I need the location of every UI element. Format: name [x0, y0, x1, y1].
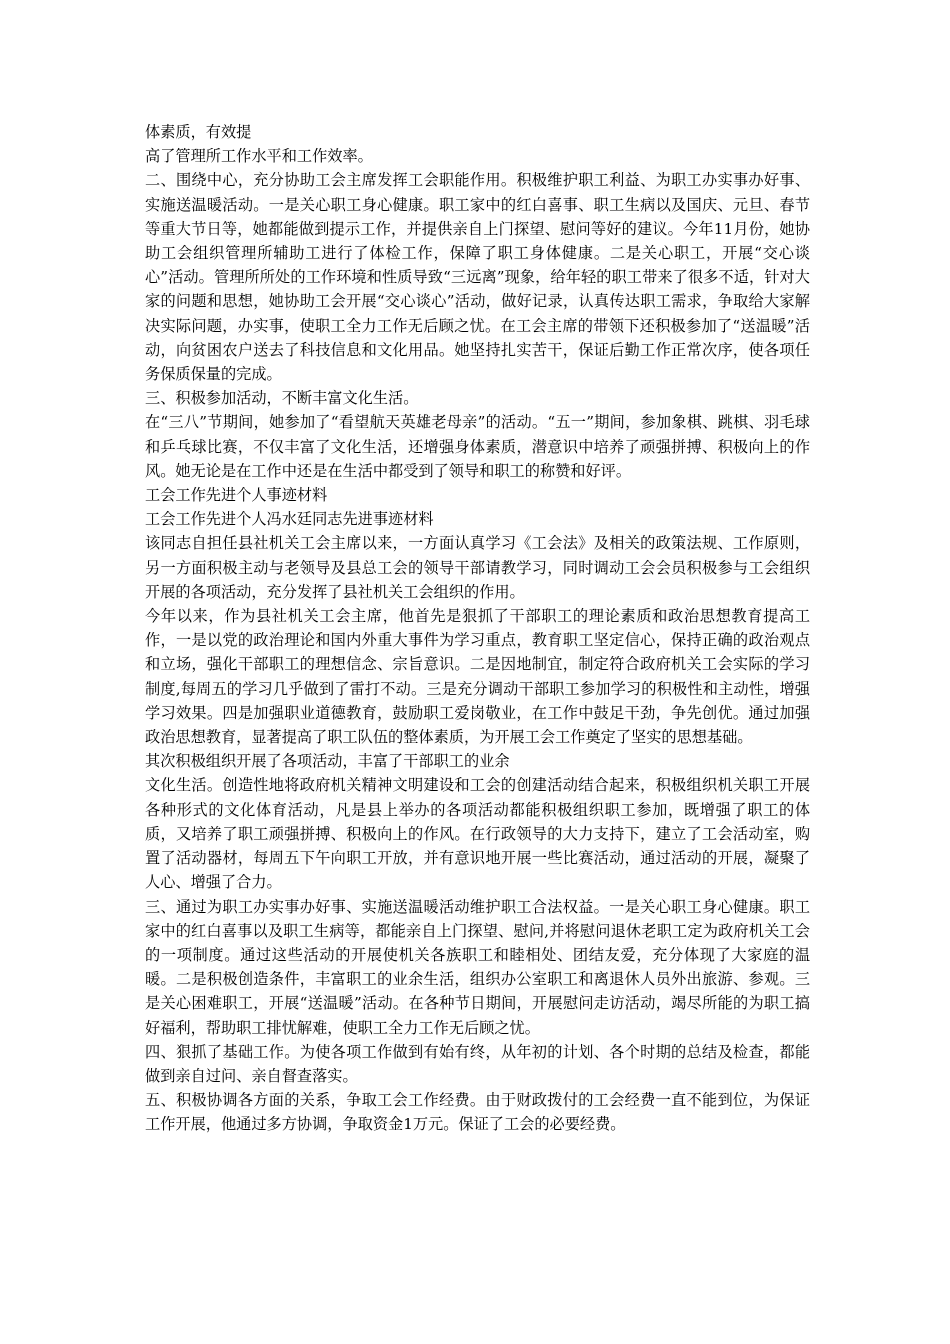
document-body — [145, 120, 810, 1137]
paragraph: 高了管理所工作水平和工作效率。 — [145, 147, 373, 166]
paragraph: 今年以来，作为县社机关工会主席，他首先是狠抓了干部职工的理论素质和政治思想教育提高工作，一是以党的政治理论和国内外重大事件为学习重点，教育职工坚定信心，保持正确的政治观点和立场，强化干部职工的理想信念、宗旨意识。二是因地制宜，制定符合政府机关工会实际的学习制度,每周五的学习几乎做到了雷打不动。三是充分调动干部职工参加学习的积极性和主动性，增强学习效果。四是加强职业道德教育，鼓励职工爱岗敬业，在工作中鼓足干劲，争先创优。通过加强政治思想教育，显著提高了职工队伍的整体素质，为开展工会工作奠定了坚实的思想基础。 — [145, 607, 810, 747]
document-subtitle: 工会工作先进个人冯水廷同志先进事迹材料 — [145, 510, 434, 529]
paragraph: 四、狠抓了基础工作。为使各项工作做到有始有终，从年初的计划、各个时期的总结及检查，都能做到亲自过问、亲自督查落实。 — [145, 1042, 810, 1085]
paragraph: 二、围绕中心，充分协助工会主席发挥工会职能作用。积极维护职工利益、为职工办实事办好事、实施送温暖活动。一是关心职工身心健康。职工家中的红白喜事、职工生病以及国庆、元旦、春节等重大节日等，她都能做到提示工作，并提供亲自上门探望、慰问等好的建议。今年11月份，她协助工会组织管理所辅助工进行了体检工作，保障了职工身体健康。二是关心职工，开展“交心谈心”活动。管理所所处的工作环境和性质导致“三远离”现象，给年轻的职工带来了很多不适，针对大家的问题和思想，她协助工会开展“交心谈心”活动，做好记录，认真传达职工需求，争取给大家解决实际问题，办实事，使职工全力工作无后顾之忧。在工会主席的带领下还积极参加了“送温暖”活动，向贫困农户送去了科技信息和文化用品。她坚持扎实苦干，保证后勤工作正常次序，使各项任务保质保量的完成。 — [145, 171, 810, 384]
paragraph: 五、积极协调各方面的关系，争取工会工作经费。由于财政拨付的工会经费一直不能到位，为保证工作开展，他通过多方协调，争取资金1万元。保证了工会的必要经费。 — [145, 1091, 810, 1134]
paragraph: 文化生活。创造性地将政府机关精神文明建设和工会的创建活动结合起来，积极组织机关职工开展各种形式的文化体育活动，凡是县上举办的各项活动都能积极组织职工参加，既增强了职工的体质，又培养了职工顽强拼搏、积极向上的作风。在行政领导的大力支持下，建立了工会活动室，购置了活动器材，每周五下午向职工开放，并有意识地开展一些比赛活动，通过活动的开展，凝聚了人心、增强了合力。 — [145, 776, 810, 892]
paragraph: 该同志自担任县社机关工会主席以来，一方面认真学习《工会法》及相关的政策法规、工作原则，另一方面积极主动与老领导及县总工会的领导干部请教学习，同时调动工会会员积极参与工会组织开展的各项活动，充分发挥了县社机关工会组织的作用。 — [145, 534, 810, 601]
paragraph: 在“三八”节期间，她参加了“看望航天英雄老母亲”的活动。“五一”期间，参加象棋、跳棋、羽毛球和乒乓球比赛，不仅丰富了文化生活，还增强身体素质，潜意识中培养了顽强拼搏、积极向上的作风。她无论是在工作中还是在生活中都受到了领导和职工的称赞和好评。 — [145, 413, 810, 480]
section-heading: 三、积极参加活动，不断丰富文化生活。 — [145, 389, 419, 408]
paragraph: 体素质，有效提 — [145, 123, 252, 141]
paragraph: 其次积极组织开展了各项活动，丰富了干部职工的业余 — [145, 752, 510, 771]
paragraph: 三、通过为职工办实事办好事、实施送温暖活动维护职工合法权益。一是关心职工身心健康。职工家中的红白喜事以及职工生病等，都能亲自上门探望、慰问,并将慰问退休老职工定为政府机关工会的一项制度。通过这些活动的开展使机关各族职工和睦相处、团结友爱，充分体现了大家庭的温暖。二是积极创造条件，丰富职工的业余生活，组织办公室职工和离退休人员外出旅游、参观。三是关心困难职工，开展“送温暖”活动。在各种节日期间，开展慰问走访活动，竭尽所能的为职工搞好福利，帮助职工排忧解难，使职工全力工作无后顾之忧。 — [145, 897, 810, 1037]
document-title: 工会工作先进个人事迹材料 — [145, 486, 328, 505]
